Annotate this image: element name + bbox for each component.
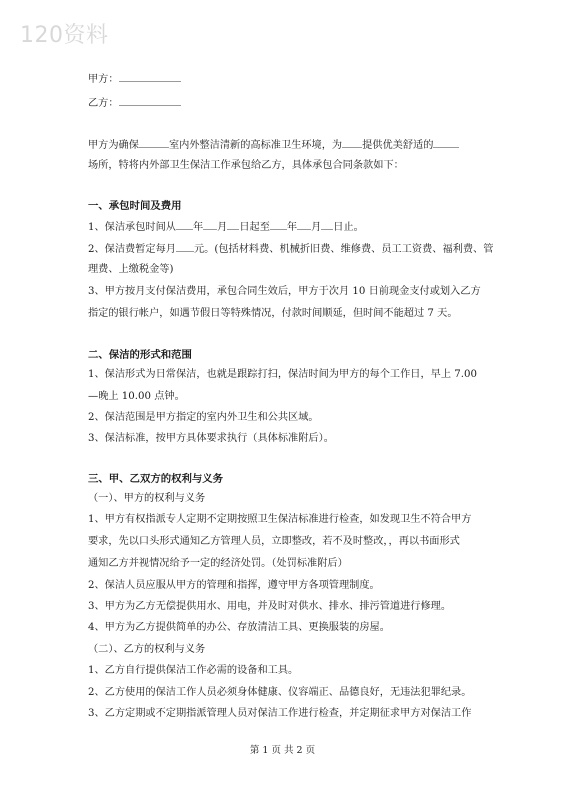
- date-blank: [203, 219, 217, 230]
- s1-text: 元。(包括材料费、机械折旧费、维修费、员工工资费、福利费、管: [193, 244, 494, 255]
- s1-item-3: 3、甲方按月支付保洁费用，承包合同生效后，甲方于次月 10 日前现金支付或划入乙方: [88, 286, 481, 297]
- party-b-label: 乙方：: [88, 98, 119, 109]
- s3-a-item-1-cont: 要求，先以口头形式通知乙方管理人员，立即整改，若不及时整改，，再以书面形式: [88, 536, 460, 547]
- s1-item-2: [88, 241, 493, 257]
- s3-subsection-1: （一）、甲方的权利与义务: [88, 493, 206, 504]
- s1-item-2-cont: 理费、上缴税金等): [88, 264, 174, 275]
- s2-item-3: 3、保洁标准，按甲方具体要求执行（具体标准附后）。: [88, 433, 334, 444]
- date-blank: [176, 219, 193, 230]
- s2-item-1: 1、保洁形式为日常保洁，也就是跟踪打扫，保洁时间为甲方的每个工作日，早上 7.00: [88, 369, 477, 380]
- section-3-title: 三、甲、乙双方的权利与义务: [88, 473, 224, 485]
- intro-blank: [342, 137, 362, 148]
- s3-a-item-3: 3、甲方为乙方无偿提供用水、用电，并及时对供水、排水、排污管道进行修理。: [88, 601, 452, 612]
- intro-blank: [433, 137, 459, 148]
- s3-subsection-2: （二）、乙方的权利与义务: [88, 644, 206, 655]
- s1-text: 1、保洁承包时间从: [88, 222, 176, 233]
- section-2-title: 二、保洁的形式和范围: [88, 349, 192, 361]
- s3-a-item-1-cont2: 通知乙方并视情况给予一定的经济处罚。（处罚标准附后）: [88, 558, 348, 569]
- intro-text: 室内外整洁清新的高标准卫生环境，为: [168, 140, 343, 151]
- s1-text: 2、保洁费暂定每月: [88, 244, 176, 255]
- intro-blank: [139, 137, 169, 148]
- section-1-title: 一、承包时间及费用: [88, 200, 182, 212]
- party-b-line: [88, 95, 181, 111]
- date-blank: [297, 219, 311, 230]
- fee-blank: [176, 241, 194, 252]
- s3-a-item-4: 4、甲方为乙方提供简单的办公、存放清洁工具、更换服装的房屋。: [88, 622, 390, 633]
- date-blank: [321, 219, 333, 230]
- s3-a-item-2: 2、保洁人员应服从甲方的管理和指挥，遵守甲方各项管理制度。: [88, 580, 380, 591]
- s3-b-item-2: 2、乙方使用的保洁工作人员必须身体健康、仪容端正、品德良好，无违法犯罪纪录。: [88, 687, 472, 698]
- s2-item-1-cont: —晚上 10.00 点钟。: [88, 391, 185, 402]
- party-a-line: [88, 71, 181, 87]
- party-a-label: 甲方：: [88, 74, 119, 85]
- s1-text: 年: [286, 222, 298, 233]
- intro-text: 提供优美舒适的: [362, 140, 434, 151]
- s2-item-2: 2、保洁范围是甲方指定的室内外卫生和公共区域。: [88, 412, 319, 423]
- intro-line-2: 场所，特将内外部卫生保洁工作承包给乙方，具体承包合同条款如下：: [88, 160, 404, 171]
- page-footer: 第 1 页 共 2 页: [249, 745, 316, 756]
- s1-text: 日起至: [239, 222, 270, 233]
- s3-b-item-3: 3、乙方定期或不定期指派管理人员对保洁工作进行检查，并定期征求甲方对保洁工作: [88, 708, 472, 719]
- s3-b-item-1: 1、乙方自行提供保洁工作必需的设备和工具。: [88, 665, 299, 676]
- date-blank: [270, 219, 287, 230]
- s1-item-1: [88, 219, 364, 235]
- s1-text: 日止。: [333, 222, 364, 233]
- s3-a-item-1: 1、甲方有权指派专人定期不定期按照卫生保洁标准进行检查，如发现卫生不符合甲方: [88, 514, 472, 525]
- s1-item-3-cont: 指定的银行帐户，如遇节假日等特殊情况，付款时间顺延，但时间不能超过 7 天。: [88, 308, 458, 319]
- s1-text: 月: [311, 222, 322, 233]
- intro-text: 甲方为确保: [88, 140, 139, 151]
- party-b-blank: [119, 95, 181, 106]
- party-a-blank: [119, 71, 181, 82]
- s1-text: 年: [192, 222, 204, 233]
- s1-text: 月: [217, 222, 228, 233]
- date-blank: [227, 219, 239, 230]
- watermark: 120资料: [20, 23, 109, 48]
- intro-line-1: [88, 137, 459, 153]
